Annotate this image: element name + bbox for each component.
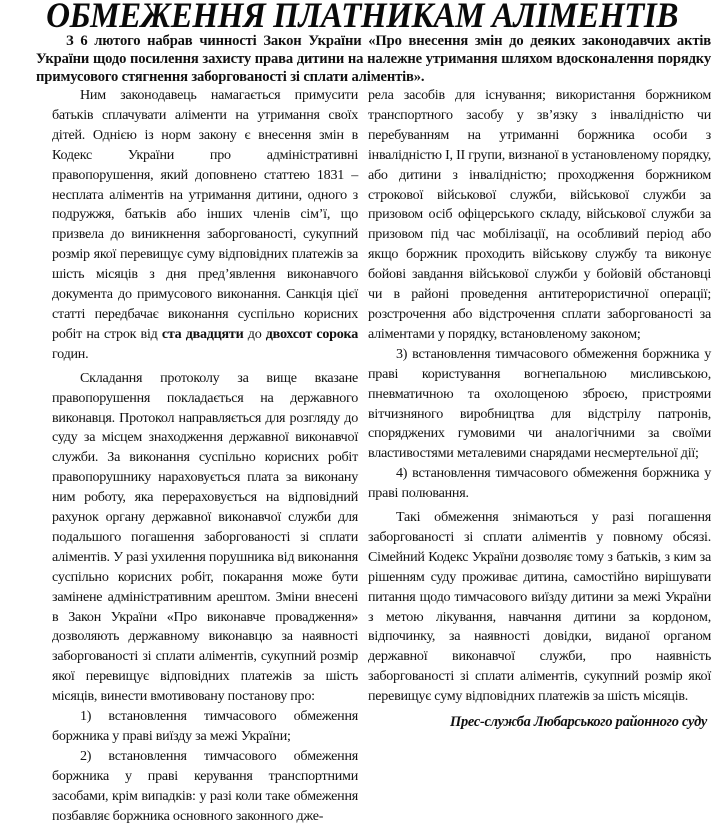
list-item-1: 1) встановлення тимчасового обмеження боржника у праві виїзду за межі України; xyxy=(52,708,358,744)
paragraph-protocol: Складання протоколу за вище вказане правопорушення покладається на державного виконавця. Протокол направляється для розгляду до суду за місцем знаходження державної виконавчої служби. За виконання суспільно корисних робіт правопорушнику нараховується плата за виконану ним роботу, яка перераховується на відповідний рахунок органу державної виконавчої служби для подальшого погашення заборгованості зі сплати аліментів. У разі ухилення порушника від виконання суспільно корисних робіт, покарання може бути замінене адміністративним арештом. Зміни внесені в Закон України «Про виконавче провадження» дозволяють державному виконавцю за наявності заборгованості зі сплати аліментів, сукупний розмір якої перевищує відповідних платежів за шість місяців, винести вмотивовану постанову про: xyxy=(52,369,358,705)
article-signature: Прес-служба Любарського районного суду xyxy=(450,714,707,731)
paragraph-final: Такі обмеження знімаються у разі погашення заборгованості зі сплати аліментів у повному обсязі. Сімейний Кодекс України дозволяє тому з батьків, з ким за рішенням суду проживає дитина, самостійно вирішувати питання щодо тимчасового виїзду дитини за межі України з метою лікування, навчання дитини за кордоном, відпочинку, за наявності довідки, виданої органом державної виконавчої служби, про наявність заборгованості зі сплати аліментів, сукупний розмір якої перевищує суму відповідних платежів за шість місяців. xyxy=(368,509,711,705)
list-item-3: 3) встановлення тимчасового обмеження боржника у праві користування вогнепальною мисливською, пневматичною та охолощеною зброєю, пристроями вітчизняного виробництва для відстрілу патронів, споряджених гумовими чи аналогічними за своїми властивостями металевими снарядами несмертельної дії; xyxy=(368,345,711,462)
list-item-4: 4) встановлення тимчасового обмеження боржника у праві полювання. xyxy=(368,465,711,502)
article-title: ОБМЕЖЕННЯ ПЛАТНИКАМ АЛІМЕНТІВ xyxy=(46,0,678,35)
left-column xyxy=(52,86,358,827)
article-lead: З 6 лютого набрав чинності Закон України «Про внесення змін до деяких законодавчих актів України щодо посилення захисту права дитини на належне утримання шляхом вдосконалення порядку примусового стягнення заборгованості зі сплати аліментів». xyxy=(36,33,711,85)
list-item-2-continued: рела засобів для існування; використання боржником транспортного засобу у зв’язку з інвалідністю чи перебуванням на утриманні боржника особи з інвалідністю I, II групи, визнаної в установленому порядку, або дитини з інвалідністю; проходження боржником строкової військової служби, військової служби за призовом осіб офіцерського складу, військової служби за призовом під час мобілізації, на особливий період або якщо боржник проходить військову службу та виконує бойові завдання військової служби у бойовій обстановці чи в районі проведення антитерористичної операції; розстрочення або відстрочення сплати заборгованості за аліментами у порядку, встановленому законом; xyxy=(368,87,711,342)
right-column xyxy=(368,86,711,733)
list-item-2: 2) встановлення тимчасового обмеження боржника у праві керування транспортними засобами, крім випадків: у разі коли таке обмеження позбавляє боржника основного законного дже- xyxy=(52,747,358,824)
paragraph-intro: Ним законодавець намагається примусити батьків сплачувати аліменти на утримання своїх дітей. Однією із норм закону є внесення змін в Кодекс України про адміністративні правопорушення, який доповнено статтею 1831 – несплата аліментів на утримання дитини, одного з подружжя, батьків або інших членів сім’ї, що призвела до виникнення заборгованості, сукупний розмір якої перевищує суму відповідних платежів за шість місяців з дня пред’явлення виконавчого документа до примусового виконання. Санкція цієї статті передбачає виконання суспільно корисних робіт на строк від ста двадцяти до двохсот сорока годин. xyxy=(52,87,359,362)
